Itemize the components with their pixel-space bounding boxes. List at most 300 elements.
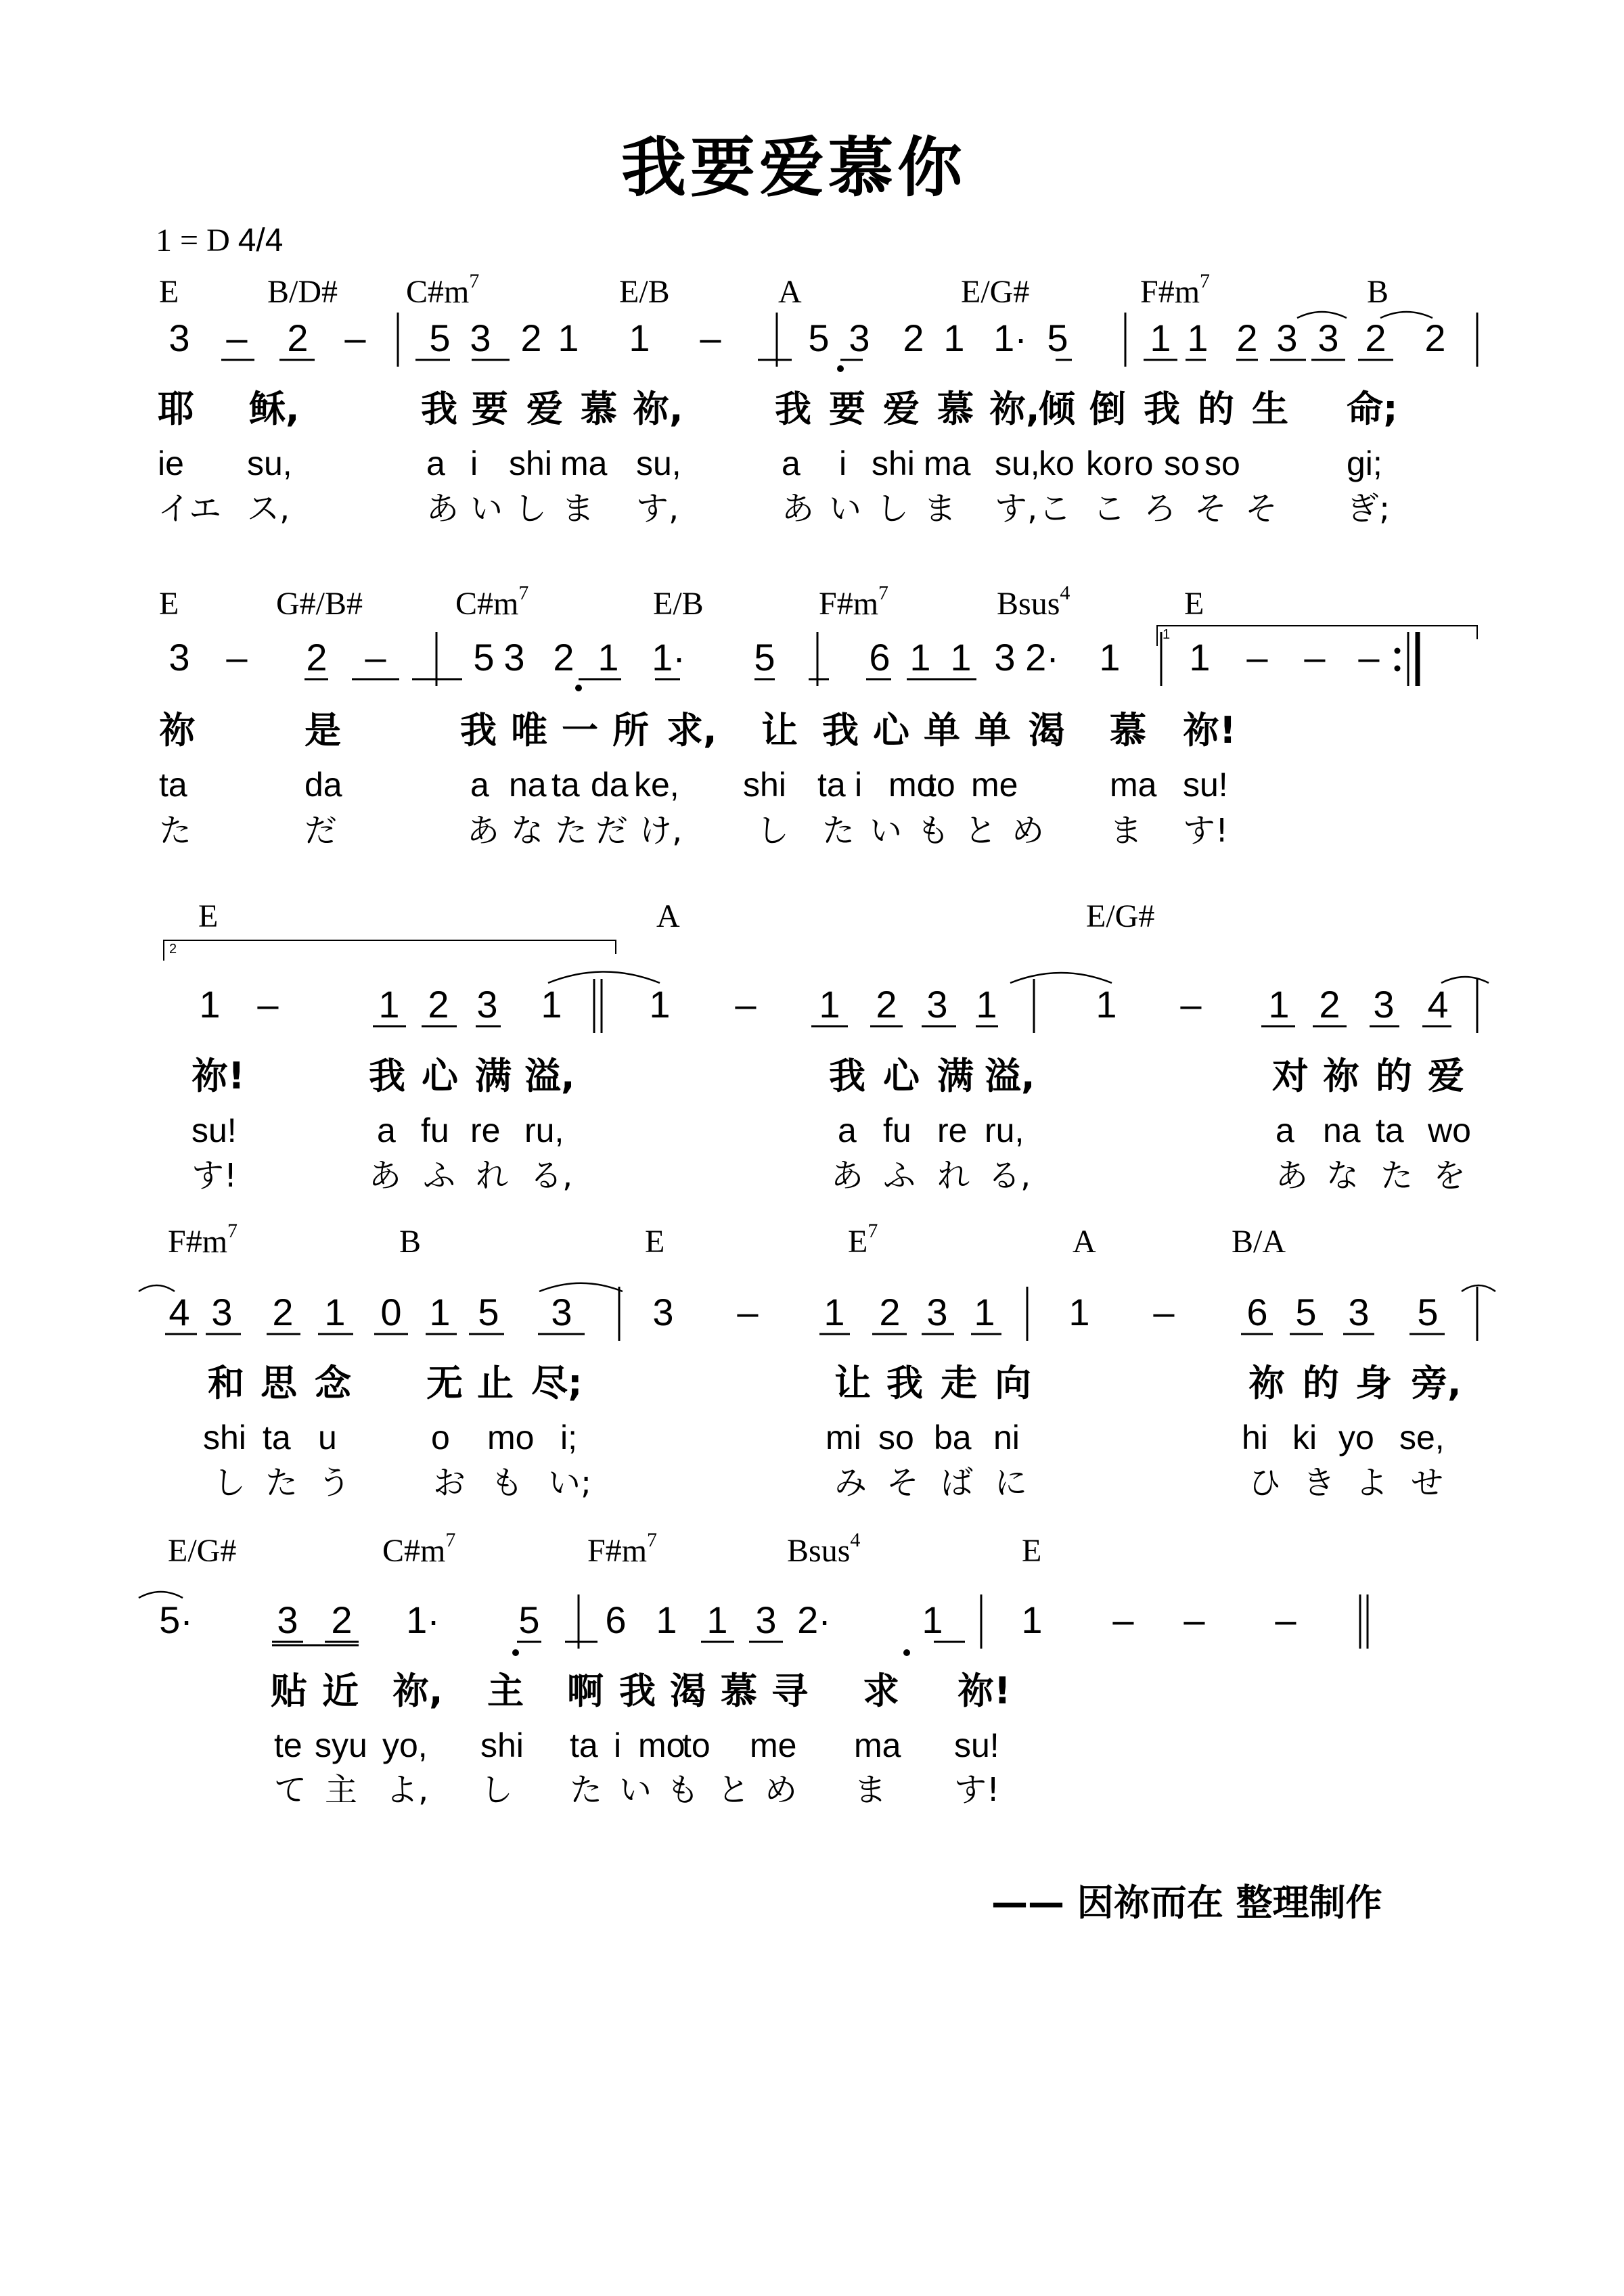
jianpu-note: 1 xyxy=(649,983,671,1026)
lyric-romaji: su! xyxy=(1183,766,1228,804)
chord-extension: 7 xyxy=(878,582,889,604)
lyric-romaji: shi xyxy=(509,444,552,482)
lyric-chinese: 我 xyxy=(1144,388,1180,430)
jianpu-note: 1 xyxy=(974,1291,995,1333)
lyric-kana: て xyxy=(274,1771,307,1809)
chord-name: E xyxy=(645,1224,665,1260)
chord-name: Bsus xyxy=(787,1533,851,1569)
lyric-romaji: re xyxy=(937,1111,968,1149)
jianpu-note: 1 xyxy=(558,317,579,359)
jianpu-note: 2 xyxy=(876,983,897,1026)
lyric-kana: ふ xyxy=(883,1157,916,1195)
lyric-chinese: 我 xyxy=(421,388,457,430)
lyric-kana: ぎ; xyxy=(1347,490,1391,528)
lyric-kana: す, xyxy=(636,490,679,528)
chord-name: G#/B# xyxy=(276,586,363,622)
tie-slur xyxy=(539,1283,623,1291)
lyric-romaji: ni xyxy=(993,1419,1020,1456)
jianpu-note: 3 xyxy=(849,317,870,359)
jianpu-note: 2· xyxy=(1025,636,1059,679)
lyric-kana: し xyxy=(213,1464,246,1502)
chord-extension: 7 xyxy=(469,270,480,292)
lyric-romaji: u xyxy=(318,1419,337,1456)
lyric-chinese: 念 xyxy=(315,1362,351,1404)
lyric-chinese: 求, xyxy=(667,709,717,752)
lyric-kana: あ xyxy=(426,490,459,528)
lyric-kana: う xyxy=(318,1464,351,1502)
lyric-kana: い xyxy=(619,1771,652,1809)
lyric-kana: せ xyxy=(1411,1464,1444,1502)
lyric-chinese: 溢, xyxy=(524,1055,575,1097)
lyric-chinese: 的 xyxy=(1376,1055,1412,1097)
lyric-kana: と xyxy=(964,812,997,850)
lyric-chinese: 要 xyxy=(829,388,865,430)
lyric-kana: た xyxy=(159,812,192,850)
jianpu-note: 1 xyxy=(1189,636,1211,679)
jianpu-note: 1 xyxy=(1021,1599,1043,1641)
lyric-kana: よ, xyxy=(386,1771,429,1809)
jianpu-note: 2 xyxy=(879,1291,901,1333)
lyric-chinese: 慕 xyxy=(1110,709,1146,752)
chord-name: C#m xyxy=(406,274,470,310)
dash-note: – xyxy=(1275,1599,1296,1641)
lyric-romaji: mo xyxy=(888,766,936,804)
jianpu-note: 6 xyxy=(1246,1291,1268,1333)
lyric-romaji: su! xyxy=(954,1726,999,1764)
lyric-kana: い xyxy=(870,812,903,850)
lyric-chinese: 生 xyxy=(1252,388,1288,430)
jianpu-note: 5 xyxy=(478,1291,499,1333)
lyric-chinese: 稣, xyxy=(249,388,300,430)
lyric-romaji: da xyxy=(591,766,629,804)
chord-name: E/B xyxy=(653,586,704,622)
chord-name: A xyxy=(656,898,680,934)
jianpu-note: 0 xyxy=(380,1291,402,1333)
jianpu-note: 3 xyxy=(503,636,525,679)
lyric-chinese: 满 xyxy=(937,1055,974,1097)
lyric-romaji: ta xyxy=(263,1419,291,1456)
lyric-kana: ま xyxy=(1110,812,1143,850)
dash-note: – xyxy=(1358,636,1380,679)
dash-note: – xyxy=(1180,983,1202,1026)
lyric-romaji: a xyxy=(1276,1111,1294,1149)
lyric-kana: あ xyxy=(1276,1157,1309,1195)
lyric-chinese: 身 xyxy=(1355,1362,1392,1404)
dash-note: – xyxy=(257,983,279,1026)
lyric-chinese: 爱 xyxy=(1428,1055,1464,1097)
lyric-chinese: 祢 xyxy=(1323,1055,1359,1097)
jianpu-note: 1 xyxy=(324,1291,346,1333)
lyric-kana: る, xyxy=(530,1157,573,1195)
lyric-chinese: 祢, xyxy=(989,388,1040,430)
lyric-kana: け, xyxy=(639,812,683,850)
chord-name: E xyxy=(848,1224,868,1260)
lyric-chinese: 倒 xyxy=(1089,388,1126,430)
lyric-romaji: ru, xyxy=(524,1111,564,1149)
lyric-kana: た xyxy=(265,1464,298,1502)
octave-dot-low xyxy=(903,1649,910,1656)
chord-name: E/G# xyxy=(168,1533,237,1569)
dash-note: – xyxy=(1153,1291,1175,1333)
lyric-chinese: 爱 xyxy=(883,388,920,430)
lyric-romaji: syu xyxy=(315,1726,367,1764)
lyric-chinese: 向 xyxy=(995,1362,1031,1404)
lyric-chinese: 的 xyxy=(1303,1362,1339,1404)
lyric-kana: た xyxy=(570,1771,603,1809)
lyric-romaji: a xyxy=(377,1111,396,1149)
lyric-chinese: 寻 xyxy=(771,1670,808,1712)
lyric-romaji: shi xyxy=(743,766,786,804)
lyric-romaji: i xyxy=(470,444,478,482)
lyric-romaji: su, xyxy=(247,444,292,482)
octave-dot-low xyxy=(837,365,844,372)
lyric-chinese: 溢, xyxy=(985,1055,1035,1097)
jianpu-note: 2 xyxy=(287,317,309,359)
lyric-chinese: 我 xyxy=(886,1362,923,1404)
jianpu-note: 1 xyxy=(1268,983,1290,1026)
jianpu-note: 3 xyxy=(211,1291,233,1333)
volta-bracket-2 xyxy=(164,940,616,961)
jianpu-note: 6 xyxy=(605,1599,627,1641)
lyric-kana: ひ xyxy=(1248,1464,1282,1502)
lyric-kana: る, xyxy=(988,1157,1031,1195)
jianpu-note: 3 xyxy=(994,636,1016,679)
jianpu-note: 5 xyxy=(518,1599,540,1641)
lyric-kana: も xyxy=(491,1464,524,1502)
lyric-chinese: 啊 xyxy=(567,1670,604,1712)
lyric-kana: あ xyxy=(782,490,815,528)
dash-note: – xyxy=(700,317,721,359)
tie-slur xyxy=(1297,312,1347,318)
lyric-romaji: ru, xyxy=(985,1111,1024,1149)
jianpu-note: 3 xyxy=(1317,317,1339,359)
lyric-chinese: 心 xyxy=(883,1055,920,1097)
lyric-chinese: 爱 xyxy=(526,388,563,430)
lyric-kana: 主 xyxy=(325,1771,358,1809)
lyric-kana: た xyxy=(822,812,855,850)
chord-name: A xyxy=(1073,1224,1096,1260)
jianpu-note: 5 xyxy=(808,317,830,359)
lyric-chinese: 旁, xyxy=(1411,1362,1462,1404)
jianpu-note: 1 xyxy=(943,317,965,359)
lyric-romaji: a xyxy=(838,1111,857,1149)
lyric-romaji: me xyxy=(750,1726,797,1764)
lyric-romaji: ta xyxy=(159,766,187,804)
lyric-chinese: 走 xyxy=(941,1362,977,1404)
lyric-chinese: 主 xyxy=(487,1670,524,1712)
chord-extension: 7 xyxy=(518,582,529,604)
jianpu-note: 5 xyxy=(473,636,495,679)
jianpu-note: 3 xyxy=(1348,1291,1370,1333)
lyric-kana: い; xyxy=(548,1464,592,1502)
jianpu-note: 1 xyxy=(950,636,972,679)
lyric-chinese: 单 xyxy=(974,709,1011,752)
jianpu-note: 2 xyxy=(903,317,924,359)
chord-name: C#m xyxy=(455,586,519,622)
lyric-kana: す, xyxy=(995,490,1038,528)
chord-extension: 7 xyxy=(867,1220,878,1242)
jianpu-note: 3 xyxy=(470,317,491,359)
jianpu-note: 3 xyxy=(476,983,498,1026)
key-label: 1 = D xyxy=(156,223,230,258)
lyric-romaji: ma xyxy=(854,1726,901,1764)
lyric-romaji: ko xyxy=(1039,444,1075,482)
jianpu-note: 2 xyxy=(428,983,449,1026)
lyric-romaji: i xyxy=(614,1726,622,1764)
jianpu-note: 1 xyxy=(629,317,650,359)
lyric-kana: そ xyxy=(1245,490,1278,528)
dash-note: – xyxy=(737,1291,759,1333)
lyric-romaji: gi; xyxy=(1347,444,1382,482)
lyric-chinese: 命; xyxy=(1347,388,1398,430)
lyric-romaji: re xyxy=(470,1111,501,1149)
lyric-chinese: 祢! xyxy=(1183,709,1236,752)
jianpu-note: 3 xyxy=(926,1291,948,1333)
jianpu-note: 3 xyxy=(168,636,190,679)
lyric-kana: そ xyxy=(1194,490,1227,528)
lyric-chinese: 思 xyxy=(261,1362,297,1404)
dash-note: – xyxy=(1246,636,1268,679)
jianpu-note: 2· xyxy=(797,1599,831,1641)
lyric-chinese: 一 xyxy=(562,709,598,752)
jianpu-note: 3 xyxy=(551,1291,572,1333)
jianpu-note: 1 xyxy=(976,983,997,1026)
jianpu-note: 2 xyxy=(1236,317,1258,359)
jianpu-note: 1 xyxy=(199,983,221,1026)
dash-note: – xyxy=(365,636,386,679)
octave-dot-low xyxy=(575,685,582,691)
chord-name: A xyxy=(778,274,802,310)
lyric-romaji: so xyxy=(878,1419,914,1456)
lyric-romaji: fu xyxy=(883,1111,911,1149)
lyric-romaji: i; xyxy=(560,1419,577,1456)
jianpu-note: 3 xyxy=(755,1599,777,1641)
lyric-romaji: ta xyxy=(1376,1111,1404,1149)
lyric-chinese: 我 xyxy=(775,388,811,430)
jianpu-note: 1 xyxy=(922,1599,943,1641)
lyric-chinese: 我 xyxy=(829,1055,865,1097)
lyric-romaji: ba xyxy=(934,1419,972,1456)
lyric-kana: ろ xyxy=(1144,490,1177,528)
tie-slur xyxy=(1010,973,1112,983)
chord-extension: 4 xyxy=(1060,582,1070,604)
lyric-chinese: 我 xyxy=(460,709,497,752)
jianpu-note: 1 xyxy=(1099,636,1121,679)
lyric-chinese: 让 xyxy=(834,1362,871,1404)
chord-name: B xyxy=(1367,274,1389,310)
repeat-dot xyxy=(1395,648,1401,654)
lyric-romaji: ma xyxy=(560,444,608,482)
lyric-chinese: 慕 xyxy=(937,388,974,430)
jianpu-note: 5 xyxy=(1295,1291,1317,1333)
jianpu-note: 1 xyxy=(1068,1291,1090,1333)
chord-name: F#m xyxy=(819,586,879,622)
lyric-romaji: shi xyxy=(203,1419,246,1456)
lyric-chinese: 渴 xyxy=(1029,709,1065,752)
lyric-romaji: ko xyxy=(1086,444,1122,482)
lyric-romaji: i xyxy=(855,766,863,804)
lyric-chinese: 祢! xyxy=(191,1055,245,1097)
chord-extension: 4 xyxy=(850,1529,861,1551)
lyric-romaji: su, xyxy=(636,444,681,482)
lyric-romaji: su! xyxy=(191,1111,237,1149)
octave-dot-low xyxy=(512,1649,519,1656)
jianpu-note: 1 xyxy=(597,636,619,679)
lyric-chinese: 唯 xyxy=(511,709,547,752)
lyric-romaji: mo xyxy=(638,1726,685,1764)
lyric-kana: し xyxy=(876,490,909,528)
chord-name: Bsus xyxy=(997,586,1060,622)
lyric-kana: ま xyxy=(854,1771,887,1809)
lyric-kana: こ xyxy=(1039,490,1072,528)
lyric-kana: ば xyxy=(941,1464,974,1502)
volta-bracket-1 xyxy=(1157,626,1477,646)
lyric-romaji: yo xyxy=(1338,1419,1374,1456)
lyric-romaji: shi xyxy=(480,1726,524,1764)
lyric-kana: い xyxy=(829,490,862,528)
volta-number-1: 1 xyxy=(1163,627,1171,642)
lyric-romaji: to xyxy=(927,766,955,804)
chord-extension: 7 xyxy=(647,1529,658,1551)
jianpu-note: 2 xyxy=(553,636,574,679)
lyric-romaji: i xyxy=(839,444,847,482)
lyric-chinese: 心 xyxy=(422,1055,458,1097)
tie-slur xyxy=(1380,312,1433,318)
chord-name: B xyxy=(399,1224,422,1260)
jianpu-note: 1 xyxy=(541,983,562,1026)
lyric-kana: に xyxy=(995,1464,1028,1502)
lyric-chinese: 的 xyxy=(1198,388,1234,430)
lyric-kana: そ xyxy=(886,1464,920,1502)
chord-extension: 7 xyxy=(445,1529,456,1551)
jianpu-note: 1· xyxy=(406,1599,440,1641)
lyric-romaji: a xyxy=(426,444,445,482)
lyric-chinese: 近 xyxy=(322,1670,359,1712)
lyric-romaji: ke, xyxy=(634,766,679,804)
lyric-kana: た xyxy=(555,812,588,850)
lyric-romaji: ta xyxy=(817,766,846,804)
lyric-kana: れ xyxy=(476,1157,509,1195)
lyric-kana: こ xyxy=(1093,490,1126,528)
lyric-chinese: 慕 xyxy=(721,1670,757,1712)
chord-name: E xyxy=(159,274,179,310)
jianpu-note: 2 xyxy=(306,636,328,679)
jianpu-note: 4 xyxy=(168,1291,190,1333)
jianpu-note: 2 xyxy=(1319,983,1340,1026)
jianpu-note: 2 xyxy=(1424,317,1446,359)
lyric-romaji: ma xyxy=(924,444,971,482)
lyric-kana: を xyxy=(1433,1157,1466,1195)
jianpu-note: 1 xyxy=(656,1599,677,1641)
lyric-romaji: wo xyxy=(1428,1111,1471,1149)
jianpu-note: 6 xyxy=(869,636,890,679)
lyric-kana: だ xyxy=(595,812,629,850)
chord-name: B/D# xyxy=(267,274,338,310)
lyric-chinese: 贴 xyxy=(271,1670,307,1712)
dash-note: – xyxy=(735,983,757,1026)
lyric-romaji: hi xyxy=(1242,1419,1268,1456)
tie-slur xyxy=(1441,977,1489,983)
lyric-romaji: yo, xyxy=(382,1726,428,1764)
lyric-romaji: so xyxy=(1164,444,1200,482)
chord-extension: 7 xyxy=(1200,270,1211,292)
lyric-kana: あ xyxy=(369,1157,402,1195)
jianpu-note: 2 xyxy=(520,317,542,359)
lyric-kana: ふ xyxy=(423,1157,456,1195)
lyric-chinese: 求 xyxy=(863,1670,899,1712)
jianpu-note: 1 xyxy=(824,1291,845,1333)
volta-number-2: 2 xyxy=(169,942,177,957)
lyric-chinese: 祢 xyxy=(159,709,196,752)
chord-name: F#m xyxy=(1140,274,1200,310)
lyric-kana: お xyxy=(433,1464,466,1502)
jianpu-note: 5 xyxy=(1417,1291,1439,1333)
jianpu-note: 1 xyxy=(819,983,840,1026)
lyric-chinese: 要 xyxy=(472,388,508,430)
chord-name: E/B xyxy=(619,274,670,310)
lyric-kana: し xyxy=(757,812,790,850)
tie-slur xyxy=(139,1592,183,1598)
lyric-chinese: 无 xyxy=(426,1362,463,1404)
lyric-kana: す! xyxy=(954,1771,1000,1809)
jianpu-note: 3 xyxy=(1276,317,1298,359)
dash-note: – xyxy=(226,636,248,679)
chord-name: E xyxy=(1184,586,1204,622)
lyric-romaji: o xyxy=(431,1419,450,1456)
lyric-romaji: da xyxy=(304,766,342,804)
lyric-kana: た xyxy=(1380,1157,1414,1195)
jianpu-note: 2 xyxy=(272,1291,294,1333)
lyric-romaji: mo xyxy=(487,1419,535,1456)
lyric-chinese: 祢, xyxy=(392,1670,443,1712)
chord-name: F#m xyxy=(168,1224,228,1260)
lyric-chinese: 是 xyxy=(304,709,341,752)
lyric-chinese: 慕 xyxy=(581,388,617,430)
lyric-romaji: a xyxy=(782,444,800,482)
lyric-chinese: 耶 xyxy=(158,388,194,430)
lyric-chinese: 我 xyxy=(822,709,859,752)
jianpu-note: 1 xyxy=(1187,317,1209,359)
lyric-romaji: shi xyxy=(872,444,915,482)
lyric-chinese: 所 xyxy=(612,709,649,752)
jianpu-note: 1· xyxy=(993,317,1027,359)
chord-name: B/A xyxy=(1232,1224,1286,1260)
lyric-romaji: se, xyxy=(1399,1419,1445,1456)
jianpu-note: 1· xyxy=(652,636,685,679)
lyric-chinese: 我 xyxy=(619,1670,656,1712)
lyric-romaji: ro xyxy=(1123,444,1154,482)
chord-name: E/G# xyxy=(1086,898,1155,934)
lyric-kana: ス, xyxy=(247,490,290,528)
lyric-kana: と xyxy=(717,1771,750,1809)
lyric-kana: し xyxy=(514,490,547,528)
tie-slur xyxy=(548,972,660,984)
lyric-romaji: te xyxy=(274,1726,302,1764)
lyric-kana: あ xyxy=(467,812,500,850)
tie-slur xyxy=(139,1285,175,1291)
lyric-kana: よ xyxy=(1355,1464,1389,1502)
lyric-romaji: su, xyxy=(995,444,1040,482)
lyric-chinese: 让 xyxy=(761,709,798,752)
lyric-chinese: 祢, xyxy=(633,388,683,430)
lyric-chinese: 心 xyxy=(873,709,909,752)
lyric-kana: も xyxy=(917,812,950,850)
lyric-kana: あ xyxy=(831,1157,864,1195)
lyric-kana: イエ xyxy=(158,490,222,528)
lyric-chinese: 祢 xyxy=(1248,1362,1285,1404)
dash-note: – xyxy=(1304,636,1326,679)
lyric-romaji: ta xyxy=(570,1726,598,1764)
